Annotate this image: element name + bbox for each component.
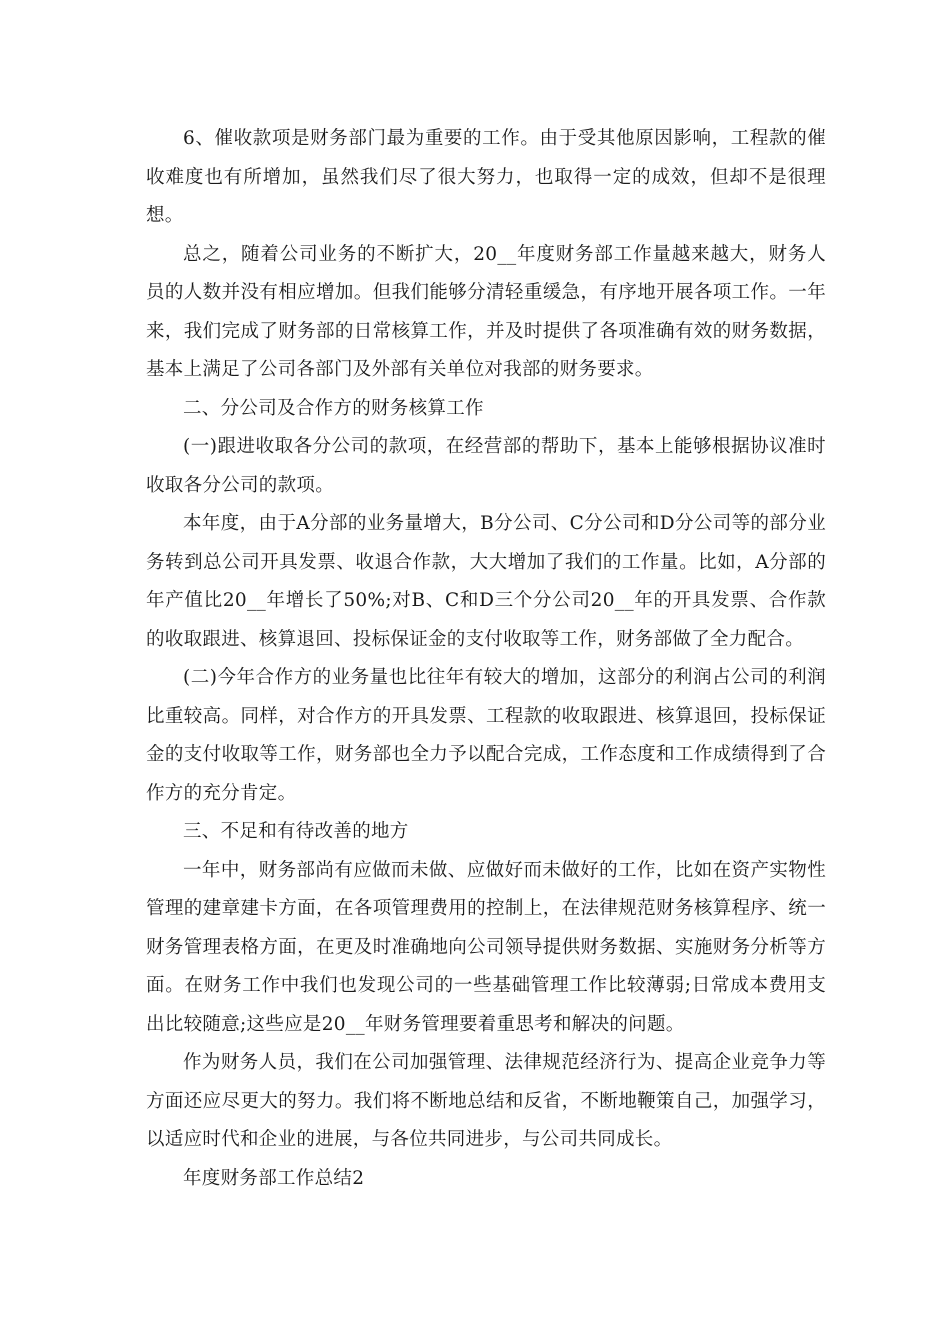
- next-document-title: 年度财务部工作总结2: [183, 1167, 365, 1189]
- paragraph-conclusion: 作为财务人员，我们在公司加强管理、法律规范经济行为、提高企业竞争力等方面还应尽更大的努力。我们将不断地总结和反省，不断地鞭策自己，加强学习，以适应时代和企业的进展，与各位共同进步，与公司共同成长。: [146, 1052, 826, 1150]
- section-heading-branch-accounting: 二、分公司及合作方的财务核算工作: [183, 397, 484, 419]
- paragraph-summary: 总之，随着公司业务的不断扩大，20__年度财务部工作量越来越大，财务人员的人数并没有相应增加。但我们能够分清轻重缓急，有序地开展各项工作。一年来，我们完成了财务部的日常核算工作，并及时提供了各项准确有效的财务数据，基本上满足了公司各部门及外部有关单位对我部的财务要求。: [146, 243, 826, 380]
- paragraph-collection-item6: 6、催收款项是财务部门最为重要的工作。由于受其他原因影响，工程款的催收难度也有所增加，虽然我们尽了很大努力，也取得一定的成效，但却不是很理想。: [146, 128, 826, 226]
- paragraph-annual-workload: 本年度，由于A分部的业务量增大，B分公司、C分公司和D分公司等的部分业务转到总公司开具发票、收退合作款，大大增加了我们的工作量。比如，A分部的年产值比20__年增长了50%;对B、C和D三个分公司20__年的开具发票、合作款的收取跟进、核算退回、投标保证金的支付收取等工作，财务部做了全力配合。: [146, 513, 826, 650]
- paragraph-partner-business: (二)今年合作方的业务量也比往年有较大的增加，这部分的利润占公司的利润比重较高。同样，对合作方的开具发票、工程款的收取跟进、核算退回，投标保证金的支付收取等工作，财务部也全力予以配合完成，工作态度和工作成绩得到了合作方的充分肯定。: [146, 667, 826, 804]
- document-body: [146, 120, 826, 1198]
- paragraph-branch-collection: (一)跟进收取各分公司的款项，在经营部的帮助下，基本上能够根据协议准时收取各分公司的款项。: [146, 436, 826, 496]
- section-heading-shortcomings: 三、不足和有待改善的地方: [183, 821, 409, 842]
- paragraph-shortcomings-detail: 一年中，财务部尚有应做而未做、应做好而未做好的工作，比如在资产实物性管理的建章建卡方面，在各项管理费用的控制上，在法律规范财务核算程序、统一财务管理表格方面，在更及时准确地向公司领导提供财务数据、实施财务分析等方面。在财务工作中我们也发现公司的一些基础管理工作比较薄弱;日常成本费用支出比较随意;这些应是20__年财务管理要着重思考和解决的问题。: [146, 859, 826, 1035]
